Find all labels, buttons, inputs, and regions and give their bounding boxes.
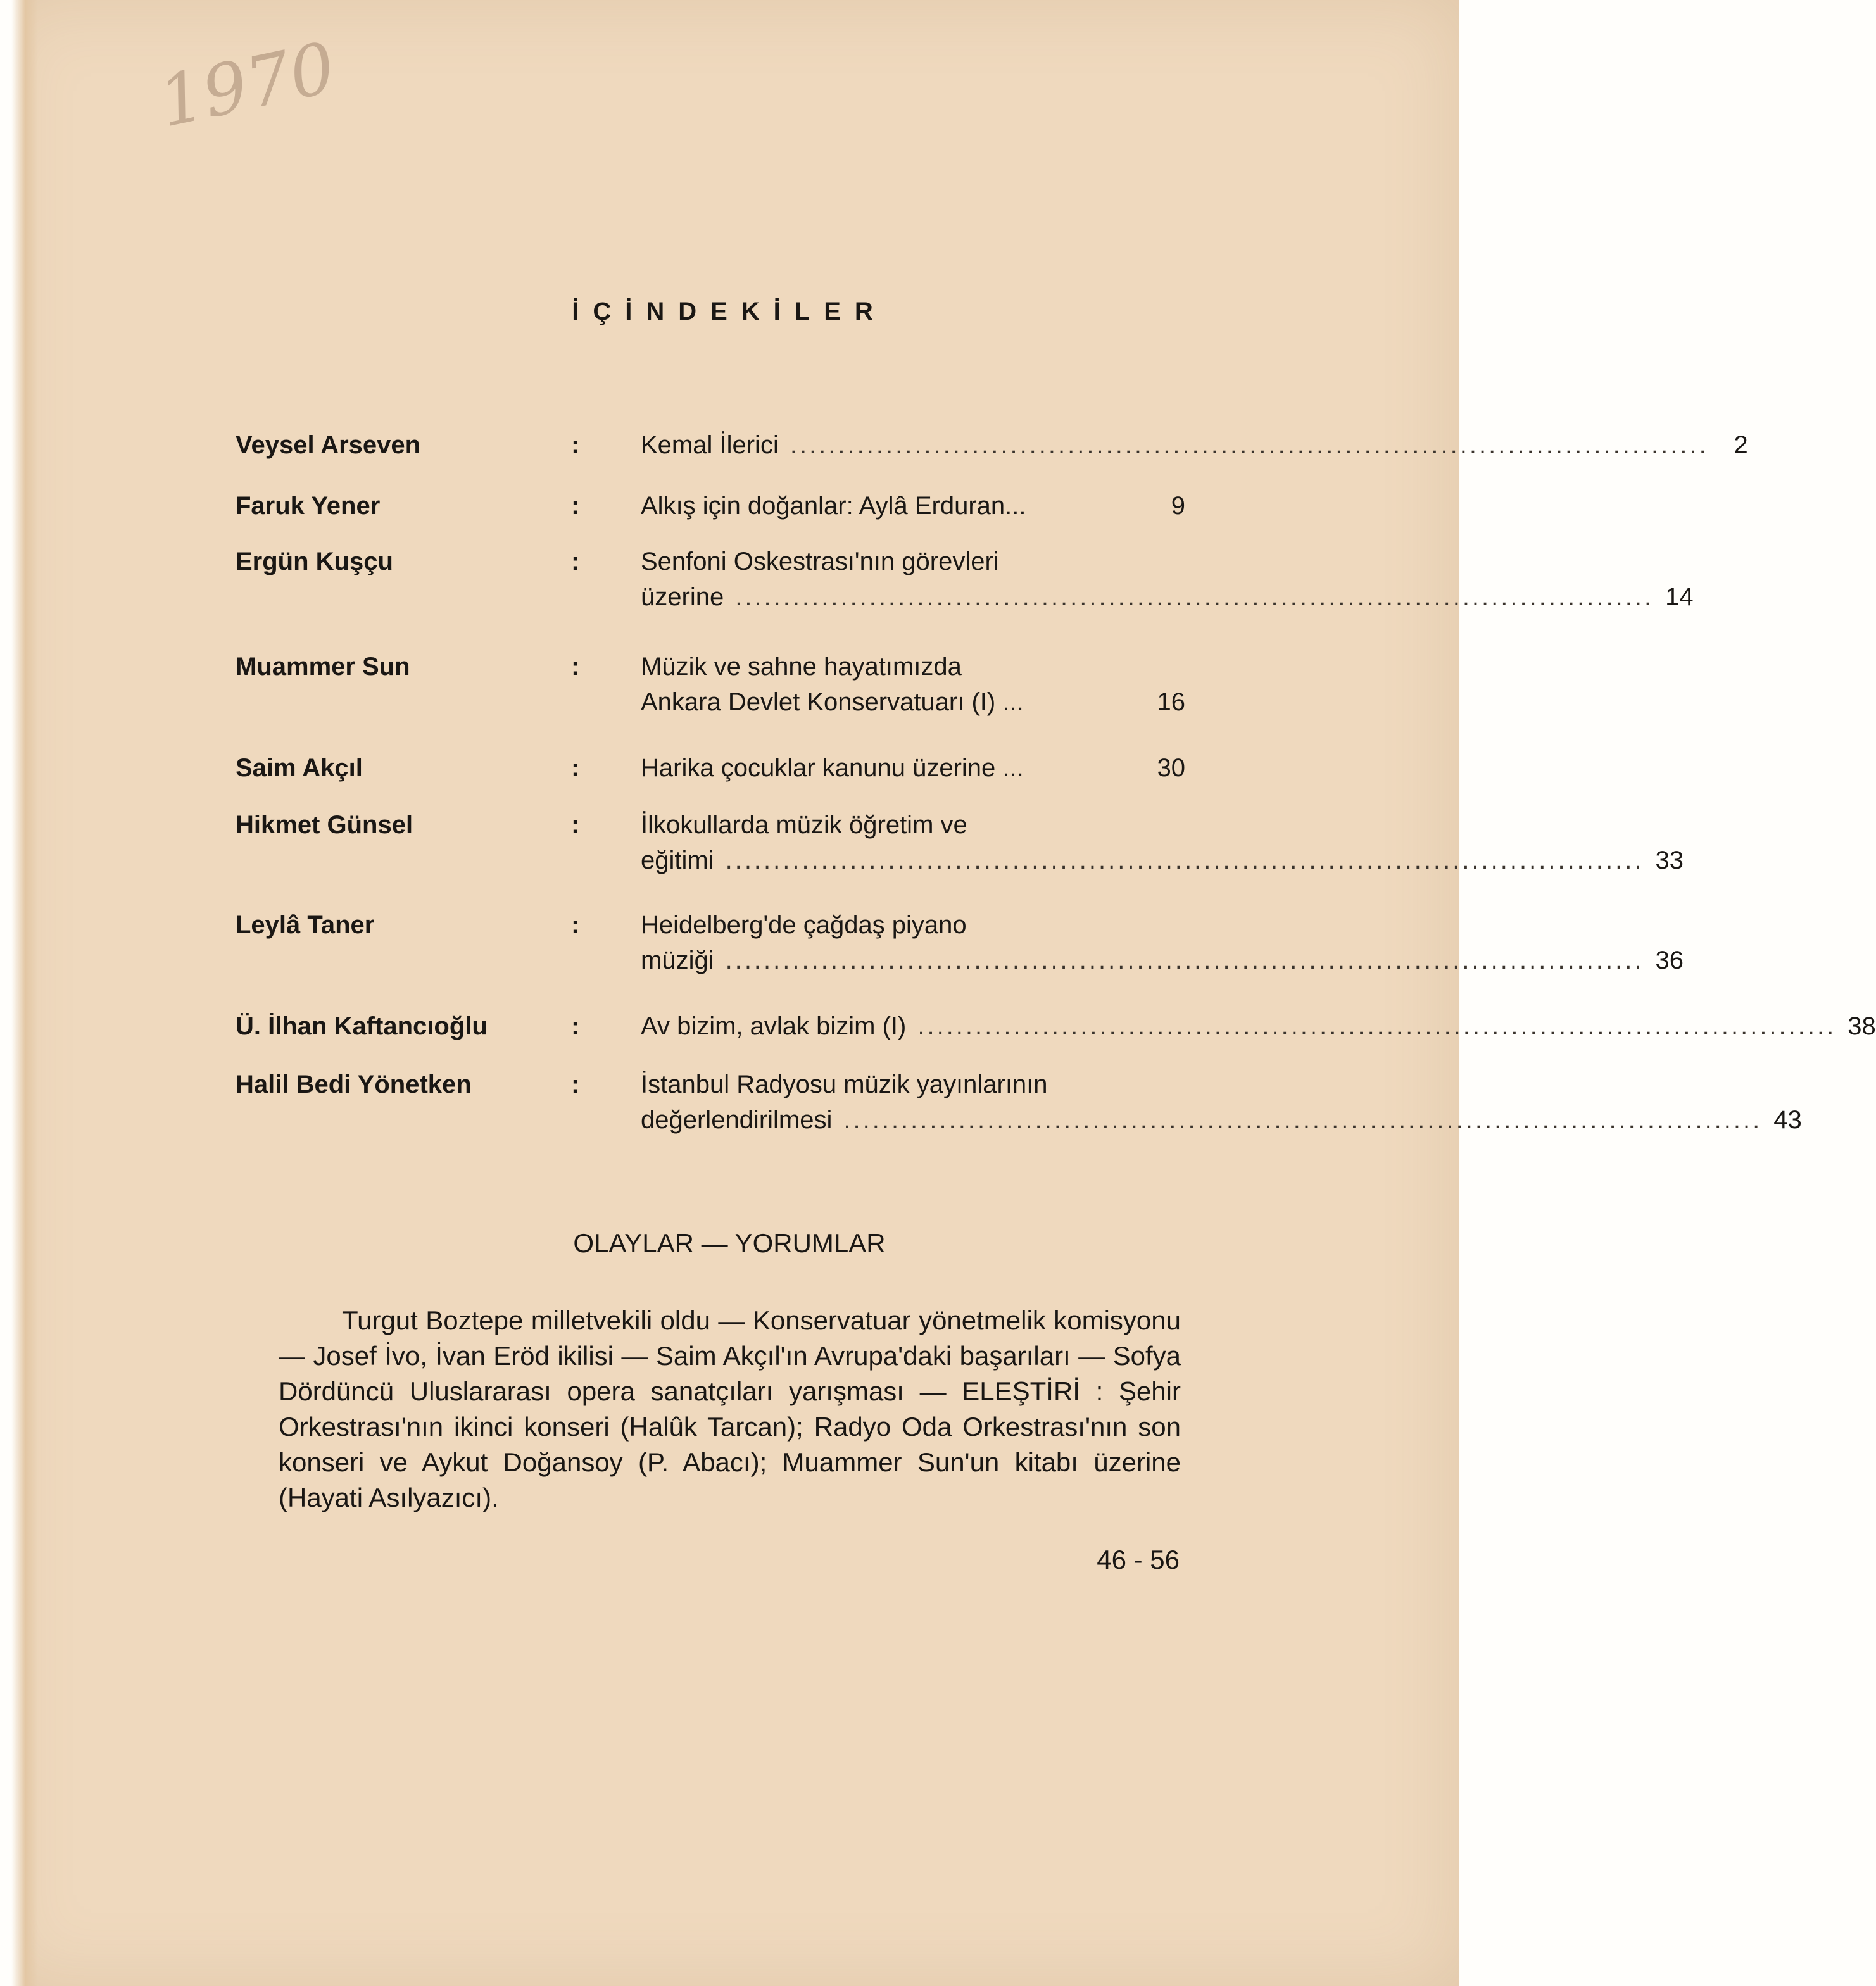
toc-page-number: 38 [1848, 1012, 1876, 1040]
toc-author: Ü. İlhan Kaftancıoğlu [236, 1012, 488, 1040]
toc-article-title-continued: Ankara Devlet Konservatuarı (I) ... [641, 688, 1024, 716]
dot-leader: ................................................................................................ [725, 946, 1644, 974]
toc-author: Halil Bedi Yönetken [236, 1071, 472, 1098]
toc-author: Muammer Sun [236, 653, 410, 681]
toc-article-title: Heidelberg'de çağdaş piyano [641, 911, 967, 939]
toc-article [641, 807, 1684, 878]
events-heading: OLAYLAR — YORUMLAR [573, 1228, 886, 1258]
toc-article [641, 907, 1684, 978]
dot-leader: ................................................................................................ [725, 846, 1644, 874]
toc-colon: : [571, 1071, 580, 1098]
toc-colon: : [571, 811, 580, 839]
toc-colon: : [571, 1012, 580, 1040]
toc-article [641, 427, 1748, 463]
toc-article [641, 1009, 1876, 1044]
dot-leader: ................................................................................................ [917, 1012, 1837, 1040]
events-page-range: 46 - 56 [1097, 1545, 1180, 1574]
toc-article-title: Müzik ve sahne hayatımızda [641, 653, 962, 681]
toc-article-title: Alkış için doğanlar: Aylâ Erduran... [641, 492, 1026, 520]
toc-page-number: 9 [1171, 492, 1185, 520]
toc-article-title: Av bizim, avlak bizim (I) [641, 1012, 907, 1040]
dot-leader: ................................................................................................ [843, 1106, 1763, 1134]
toc-colon: : [571, 548, 580, 575]
toc-colon: : [571, 911, 580, 939]
toc-article [641, 488, 1185, 524]
toc-article [641, 544, 1694, 615]
toc-article-title-continued: müziği [641, 946, 714, 974]
toc-article [641, 1067, 1802, 1138]
events-paragraph: Turgut Boztepe milletvekili oldu — Konservatuar yönetmelik komisyonu — Josef İvo, İvan Eröd ikilisi — Saim Akçıl'ın Avrupa'daki başarıları — Sofya Dördüncü Uluslararası opera sanatçıları yarışması — ELEŞTİRİ : Şehir Orkestrası'nın ikinci konseri (Halûk Tarcan); Radyo Oda Orkestrası'nın son konseri ve Aykut Doğansoy (P. Abacı); Muammer Sun'un kitabı üzerine (Hayati Asılyazıcı). [279, 1305, 1181, 1512]
dot-leader: ................................................................................................ [735, 583, 1654, 611]
toc-page-number: 43 [1773, 1106, 1802, 1134]
toc-page-number: 2 [1734, 431, 1748, 459]
toc-author: Veysel Arseven [236, 431, 421, 459]
toc-article-title: Harika çocuklar kanunu üzerine ... [641, 754, 1024, 782]
toc-article-title-continued: değerlendirilmesi [641, 1106, 833, 1134]
handwritten-year-stamp: 1970 [151, 27, 343, 143]
toc-article-title-continued: üzerine [641, 583, 724, 611]
toc-page-number: 36 [1655, 946, 1684, 974]
toc-page-number: 16 [1157, 688, 1185, 716]
toc-article-title: İstanbul Radyosu müzik yayınlarının [641, 1071, 1048, 1098]
toc-author: Ergün Kuşçu [236, 548, 393, 575]
toc-article-title: İlkokullarda müzik öğretim ve [641, 811, 967, 839]
toc-page-number: 33 [1655, 846, 1684, 874]
toc-colon: : [571, 653, 580, 681]
toc-article [641, 750, 1185, 786]
toc-author: Saim Akçıl [236, 754, 363, 782]
toc-author: Faruk Yener [236, 492, 381, 520]
toc-article [641, 649, 1185, 720]
toc-colon: : [571, 754, 580, 782]
toc-author: Leylâ Taner [236, 911, 375, 939]
dot-leader: ................................................................................................ [790, 431, 1709, 459]
toc-colon: : [571, 431, 580, 459]
toc-author: Hikmet Günsel [236, 811, 413, 839]
page-title: İÇİNDEKİLER [572, 298, 887, 325]
toc-page-number: 14 [1665, 583, 1694, 611]
toc-colon: : [571, 492, 580, 520]
toc-page-number: 30 [1157, 754, 1185, 782]
toc-article-title-continued: eğitimi [641, 846, 714, 874]
toc-article-title: Kemal İlerici [641, 431, 779, 459]
toc-article-title: Senfoni Oskestrası'nın görevleri [641, 548, 999, 575]
